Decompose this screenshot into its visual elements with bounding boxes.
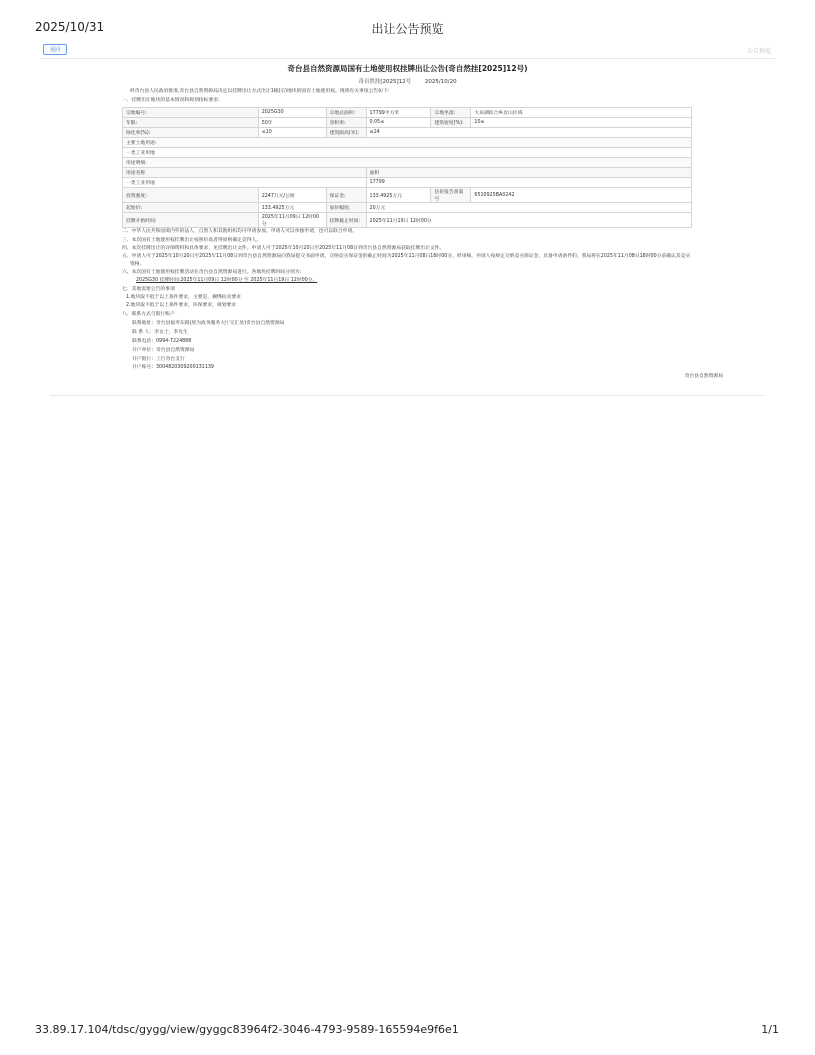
main-use-value: 一类工业用地	[123, 148, 692, 158]
term-label: 年限:	[123, 118, 259, 128]
increment-value: 20万元	[366, 203, 691, 213]
section-4: 四、本次挂牌出让的详细资料和具体要求，见挂牌出让文件。申请人可于2025年10月20日至2025年11月08日到奇台县自然资源局获取挂牌出让文件。	[122, 246, 445, 251]
table-row	[123, 158, 692, 168]
signature-issuer: 奇台县自然资源局	[684, 374, 723, 379]
investment-label: 投资强度:	[123, 188, 259, 203]
start-price-value: 133.4925万元	[258, 203, 326, 213]
listing-end-value: 2025年11月19日 12时00分	[366, 213, 691, 228]
contact-person: 联 系 人：李女士，李先生	[132, 330, 188, 335]
account-number: 开户账号：3004820309200131139	[132, 365, 214, 370]
print-date: 2025/10/31	[35, 20, 105, 34]
density-value: 10≤	[471, 118, 692, 128]
table-row	[123, 128, 692, 138]
parcel-no-value: 2025G30	[258, 108, 326, 118]
print-page-title: 出让公告预览	[371, 22, 444, 36]
density-label: 建筑密度(%):	[431, 118, 471, 128]
table-row	[123, 188, 692, 203]
investment-value: 2247万元/公顷	[258, 188, 326, 203]
listing-start-value: 2025年11月09日 12时00分	[258, 213, 326, 228]
back-button[interactable]: 返回	[43, 44, 67, 55]
doc-number: 奇自然挂[2025]12号	[358, 79, 412, 85]
height-limit-value: ≤24	[366, 128, 691, 138]
area-value: 17799	[366, 178, 691, 188]
table-row	[123, 168, 692, 178]
preview-label: 公告预览	[746, 48, 771, 55]
section-7-item-2: 2.地块取不低于以上条件要求，环保要求，规划要求	[126, 303, 237, 308]
section-3: 三、本次国有土地使用权挂牌出让按照价高者得原则确定竞得人。	[122, 238, 262, 243]
listing-end-label: 挂牌截止时间:	[326, 213, 366, 228]
table-row	[123, 213, 692, 228]
section-2: 二、中华人民共和国境内外的法人、自然人和其他组织均可申请参加，申请人可以单独申请，也可以联合申请。	[122, 229, 358, 234]
page-url: 33.89.17.104/tdsc/gygg/view/gyggc83964f2-3046-4793-9589-165594e9f6e1	[35, 1023, 459, 1036]
account-holder: 开户单位：奇台县自然资源局	[132, 348, 195, 353]
table-row	[123, 108, 692, 118]
use-name-header: 用途名称	[123, 168, 367, 178]
total-area-value: 17799平方米	[366, 108, 431, 118]
parcel-no-label: 宗地编号:	[123, 108, 259, 118]
far-label: 容积率:	[326, 118, 366, 128]
announcement-title: 奇台县自然资源局国有土地使用权挂牌出让公告(奇自然挂[2025]12号)	[287, 64, 528, 73]
top-divider	[40, 58, 775, 59]
main-use-label: 主要土地用途:	[123, 138, 692, 148]
page-number: 1/1	[761, 1023, 779, 1036]
appraisal-no-label: 估价报告备案号	[431, 188, 471, 203]
intro-text: 经奇台县人民政府批准,奇台县自然资源局决定以挂牌出让方式出让1幅(宗)地块的国有土地使用权。现将有关事项公告如下:	[130, 89, 390, 94]
height-limit-label: 建筑限高(米):	[326, 128, 366, 138]
deposit-value: 133.4925万元	[366, 188, 431, 203]
contact-address: 联系地址：奇台县福寿东路(原为政务服务大厅交汇处)奇台县自然资源局	[132, 321, 285, 326]
section-6: 六、本次国有土地使用权挂牌活动在奇台县自然资源局进行。各地块挂牌时间分别为:	[122, 270, 302, 275]
section-5: 五、申请人可于2025年10月20日至2025年11月08日到奇台县自然资源局向我局提交书面申请。交纳竞买保证金的截止时间为2025年11月08日16时00分。经审核，申请人按规定交纳竞买保证金，具备申请条件的，我局将在2025年11月08日18时00分前确认其竞买	[122, 254, 691, 259]
section-1-heading: 一、挂牌出让地块的基本情况和规划指标要求:	[122, 98, 220, 103]
listing-schedule: 2025G30 挂牌时间:2025年11月09日 12时00分 至 2025年11月19日 12时00分。	[136, 278, 318, 283]
section-7: 七、其他需要公告的事项	[122, 287, 175, 292]
use-detail-label: 用途明细:	[123, 158, 692, 168]
bottom-divider	[50, 395, 765, 396]
term-value: 50年	[258, 118, 326, 128]
section-5-cont: 资格。	[130, 262, 145, 267]
table-row	[123, 148, 692, 158]
location-value: 大泉湖综合乡北山区域	[471, 108, 692, 118]
start-price-label: 起始价:	[123, 203, 259, 213]
total-area-label: 宗地总面积:	[326, 108, 366, 118]
account-bank: 开户银行：工行奇台支行	[132, 357, 185, 362]
deposit-label: 保证金:	[326, 188, 366, 203]
area-header: 面积	[366, 168, 691, 178]
section-7-item-1: 1.地块取不低于以上条件要求，主要是，捆绑拍卖要求	[126, 295, 241, 300]
far-value: 0.05≤	[366, 118, 431, 128]
announcement-meta	[0, 77, 815, 85]
contact-phone: 联系电话：0994-7224888	[132, 339, 192, 344]
table-row	[123, 118, 692, 128]
appraisal-no-value: 6510925BA0242	[471, 188, 692, 203]
announcement-date: 2025/10/20	[424, 79, 457, 85]
table-row	[123, 203, 692, 213]
table-row	[123, 138, 692, 148]
section-8: 八、联系方式与银行账户	[122, 312, 175, 317]
parcel-info-table	[122, 107, 692, 228]
green-rate-value: ≤10	[258, 128, 326, 138]
table-row	[123, 178, 692, 188]
use-name-value: 一类工业用地	[123, 178, 367, 188]
increment-label: 加价幅度:	[326, 203, 366, 213]
green-rate-label: 绿化率(%):	[123, 128, 259, 138]
listing-start-label: 挂牌开始时间:	[123, 213, 259, 228]
location-label: 宗地坐落:	[431, 108, 471, 118]
